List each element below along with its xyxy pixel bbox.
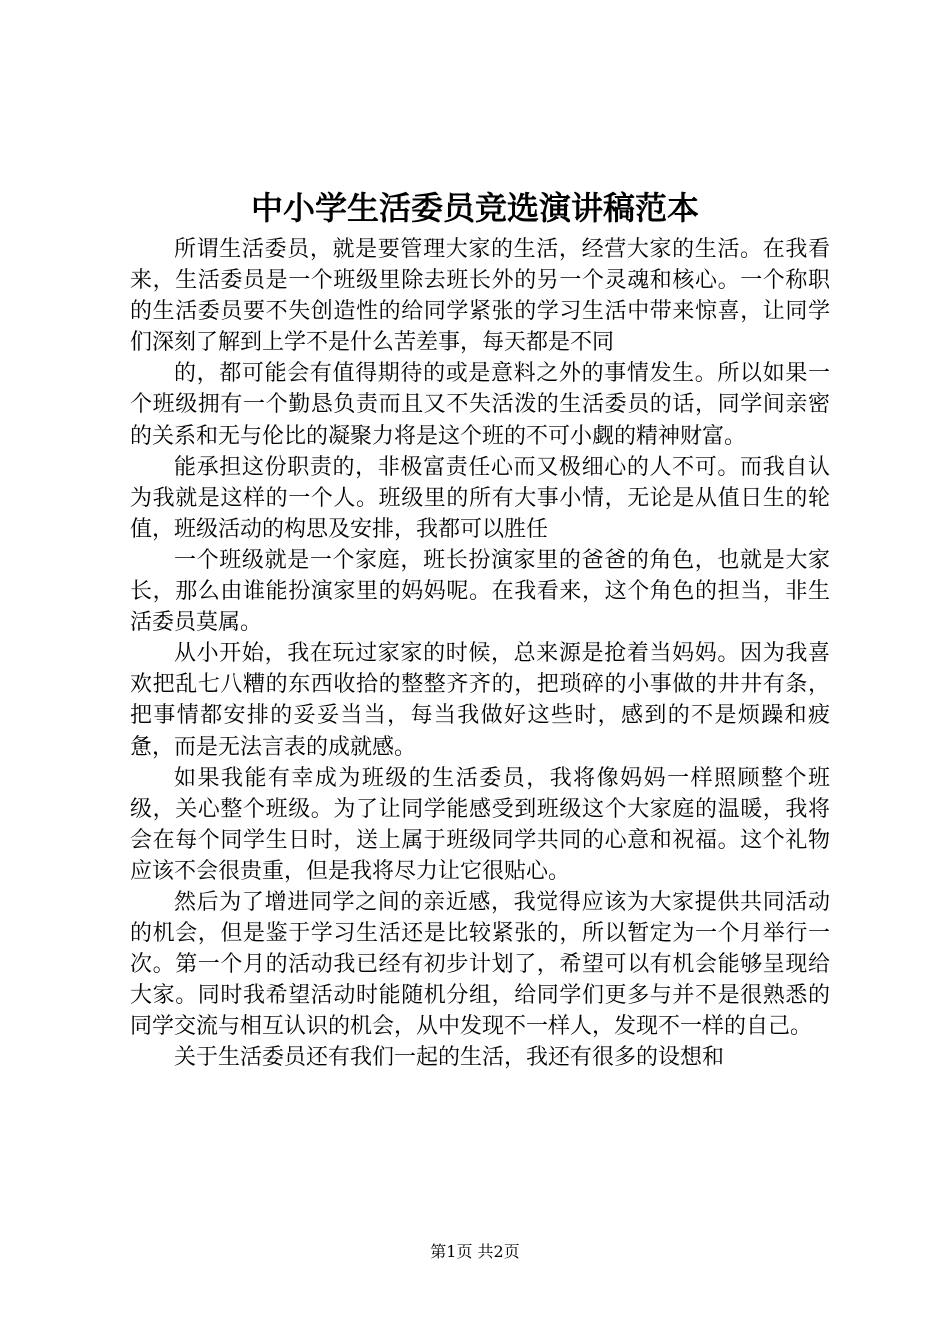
document-title: 中小学生活委员竞选演讲稿范本 xyxy=(250,189,699,227)
paragraph: 能承担这份职责的，非极富责任心而又极细心的人不可。而我自认为我就是这样的一个人。班级里的所有大事小情，无论是从值日生的轮值，班级活动的构思及安排，我都可以胜任 xyxy=(130,454,830,542)
paragraph: 的，都可能会有值得期待的或是意料之外的事情发生。所以如果一个班级拥有一个勤恳负责而且又不失活泼的生活委员的话，同学间亲密的关系和无与伦比的凝聚力将是这个班的不可小觑的精神财富。 xyxy=(130,361,830,449)
paragraph: 一个班级就是一个家庭，班长扮演家里的爸爸的角色，也就是大家长，那么由谁能扮演家里的妈妈呢。在我看来，这个角色的担当，非生活委员莫属。 xyxy=(130,547,830,636)
paragraph: 所谓生活委员，就是要管理大家的生活，经营大家的生活。在我看来，生活委员是一个班级里除去班长外的另一个灵魂和核心。一个称职的生活委员要不失创造性的给同学紧张的学习生活中带来惊喜，让同学们深刻了解到上学不是什么苦差事，每天都是不同 xyxy=(130,237,830,356)
paragraph: 关于生活委员还有我们一起的生活，我还有很多的设想和 xyxy=(174,1045,725,1071)
paragraph: 如果我能有幸成为班级的生活委员，我将像妈妈一样照顾整个班级，关心整个班级。为了让同学能感受到班级这个大家庭的温暖，我将会在每个同学生日时，送上属于班级同学共同的心意和祝福。这个礼物应该不会很贵重，但是我将尽力让它很贴心。 xyxy=(130,765,830,884)
page-number-footer: 第1页 共2页 xyxy=(430,1242,520,1261)
document-body xyxy=(130,234,830,1074)
paragraph: 从小开始，我在玩过家家的时候，总来源是抢着当妈妈。因为我喜欢把乱七八糟的东西收拾的整整齐齐的，把琐碎的小事做的井井有条，把事情都安排的妥妥当当，每当我做好这些时，感到的不是烦躁和疲惫，而是无法言表的成就感。 xyxy=(130,641,830,760)
paragraph: 然后为了增进同学之间的亲近感，我觉得应该为大家提供共同活动的机会，但是鉴于学习生活还是比较紧张的，所以暂定为一个月举行一次。第一个月的活动我已经有初步计划了，希望可以有机会能够呈现给大家。同时我希望活动时能随机分组，给同学们更多与并不是很熟悉的同学交流与相互认识的机会，从中发现不一样人，发现不一样的自己。 xyxy=(130,889,830,1040)
